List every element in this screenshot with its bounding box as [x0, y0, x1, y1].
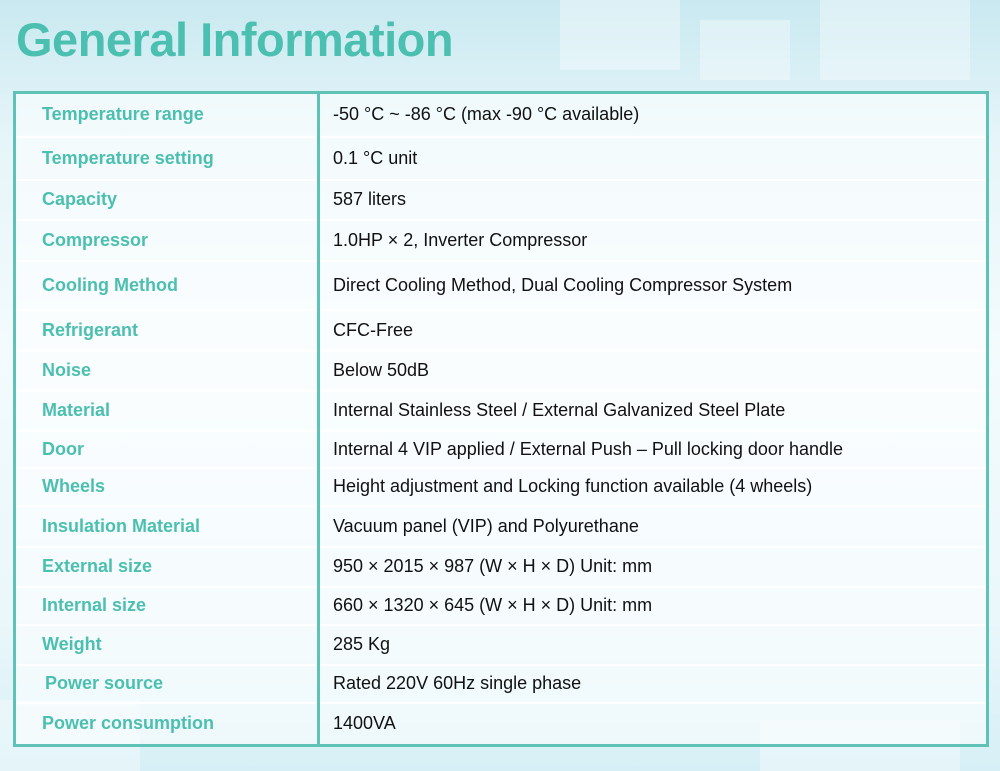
row-value: Below 50dB [319, 351, 988, 391]
row-label: Refrigerant [15, 310, 319, 351]
row-label: Wheels [15, 468, 319, 506]
table-row [15, 310, 988, 351]
table-row [15, 587, 988, 625]
page-title: General Information [16, 13, 454, 66]
row-value: Height adjustment and Locking function available (4 wheels) [319, 468, 988, 506]
row-value: CFC-Free [319, 310, 988, 351]
row-label: Compressor [15, 220, 319, 261]
row-value: Internal 4 VIP applied / External Push – Pull locking door handle [319, 431, 988, 468]
row-value: Internal Stainless Steel / External Galvanized Steel Plate [319, 391, 988, 431]
table-row [15, 506, 988, 547]
table-row [15, 137, 988, 180]
row-value: 285 Kg [319, 625, 988, 665]
row-label: External size [15, 547, 319, 587]
row-label: Insulation Material [15, 506, 319, 547]
row-label: Capacity [15, 180, 319, 220]
row-value: 1.0HP × 2, Inverter Compressor [319, 220, 988, 261]
table-row [15, 391, 988, 431]
row-value: 0.1 °C unit [319, 137, 988, 180]
row-label: Temperature range [15, 93, 319, 137]
table-row [15, 93, 988, 137]
table-row [15, 351, 988, 391]
row-label: Power consumption [15, 703, 319, 746]
row-value: 1400VA [333, 713, 396, 734]
row-value: -50 °C ~ -86 °C (max -90 °C available) [319, 93, 988, 137]
row-label: Temperature setting [15, 137, 319, 180]
row-value: Rated 220V 60Hz single phase [319, 665, 988, 703]
table-row [15, 547, 988, 587]
row-value: 660 × 1320 × 645 (W × H × D) Unit: mm [319, 587, 988, 625]
table-row [15, 468, 988, 506]
row-value: 587 liters [319, 180, 988, 220]
row-label: Cooling Method [15, 261, 319, 310]
row-label: Noise [15, 351, 319, 391]
table-row [15, 431, 988, 468]
table-row [15, 261, 988, 310]
row-label: Door [15, 431, 319, 468]
row-value: Vacuum panel (VIP) and Polyurethane [319, 506, 988, 547]
table-row [15, 220, 988, 261]
table-row [15, 703, 988, 746]
spec-table [13, 91, 989, 747]
row-value: Direct Cooling Method, Dual Cooling Compressor System [319, 261, 988, 310]
row-label: Weight [15, 625, 319, 665]
row-label: Power source [15, 665, 319, 703]
row-label: Internal size [15, 587, 319, 625]
table-row [15, 625, 988, 665]
table-row [15, 665, 988, 703]
row-label: Material [15, 391, 319, 431]
table-row [15, 180, 988, 220]
row-value: 950 × 2015 × 987 (W × H × D) Unit: mm [319, 547, 988, 587]
